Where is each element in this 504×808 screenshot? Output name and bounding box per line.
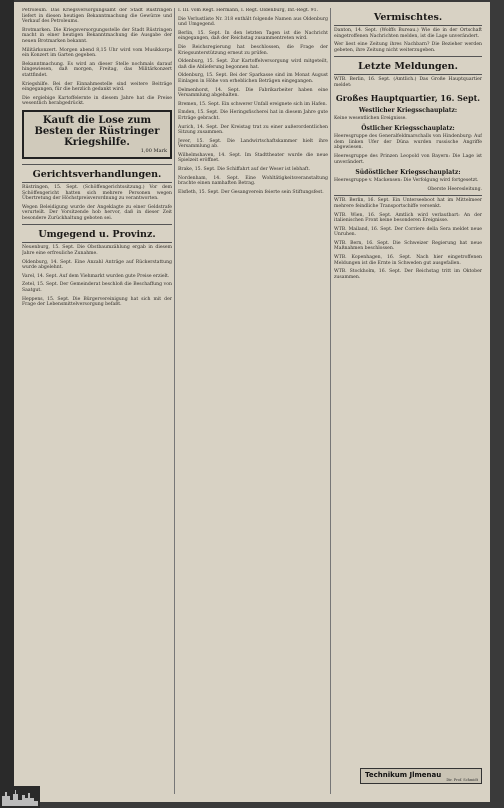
section-heading-misc: Vermischtes. — [373, 12, 443, 23]
section-divider — [334, 56, 482, 57]
column-rule — [330, 8, 331, 794]
article-paragraph: Petroleum. Das Kriegsversorgungsamt der Stadt Rüstringen liefert in diesen heutigen Bekanntmachung die Gewürze und Verkauf des Petroleums. — [22, 8, 172, 25]
column-rule — [174, 8, 175, 794]
article-paragraph: Heeresgruppe des Generalfeldmarschalls von Hindenburg: Auf dem linken Ufer der Düna wurden russische Angriffe abgewiesen. — [334, 134, 482, 151]
section-divider — [22, 182, 172, 183]
article-paragraph: Die Reichsregierung hat beschlossen, die Frage der Kriegsunterstützung erneut zu prüfen. — [178, 44, 328, 56]
article-paragraph: Neuenburg, 15. Sept. Die Obstbaumzählung ergab in diesem Jahre eine erfreuliche Zunahme. — [22, 245, 172, 257]
article-paragraph: Wilhelmshaven, 14. Sept. Im Stadttheater wurde die neue Spielzeit eröffnet. — [178, 152, 328, 164]
article-paragraph: Heeresgruppe des Prinzen Leopold von Bayern: Die Lage ist unverändert. — [334, 153, 482, 165]
city-skyline-icon — [0, 786, 40, 808]
section-heading-court: Gerichtsverhandlungen. — [32, 168, 162, 180]
article-paragraph: Heppens, 15. Sept. Die Bürgervereinigung hat sich mit der Frage der Lebensmittelversorgung befaßt. — [22, 296, 172, 308]
article-paragraph: Brake, 15. Sept. Die Schiffahrt auf der Weser ist lebhaft. — [178, 167, 310, 173]
section-divider — [22, 164, 172, 165]
section-divider — [334, 195, 482, 196]
subheading-southeast: Südöstlicher Kriegsschauplatz: — [355, 169, 461, 177]
subheading-west: Westlicher Kriegsschauplatz: — [358, 106, 458, 114]
article-paragraph: Bremen, 15. Sept. Ein schwerer Unfall ereignete sich im Hafen. — [178, 101, 328, 107]
article-paragraph: Kriegshilfe. Bei der Einnahmestelle sind weitere Beiträge eingegangen, für die herzlich gedankt wird. — [22, 81, 172, 93]
section-divider — [334, 74, 482, 75]
subheading-east: Östlicher Kriegsschauplatz: — [361, 125, 455, 133]
article-paragraph: WTB. Berlin, 16. Sept. Ein Unterseeboot hat im Mittelmeer mehrere feindliche Transportschiffe versenkt. — [334, 198, 482, 209]
article-paragraph: Jever, 15. Sept. Die Landwirtschaftskammer hielt ihre Versammlung ab. — [178, 138, 328, 150]
article-paragraph: Wer liest eine Zeitung ihres Nachbarn? Die Bezieher werden gebeten, ihre Zeitung nicht weiterzugeben. — [334, 42, 482, 53]
article-paragraph: Keine wesentlichen Ereignisse. — [334, 115, 407, 121]
article-paragraph: Danton, 14. Sept. (Wolffs Bureau.) Wie die in der Ortschaft eingetroffenen Nachrichten melden, ist die Lage unverändert. — [334, 28, 482, 39]
article-paragraph: Oldenburg, 14. Sept. Eine Anzahl Anträge auf Rückerstattung wurde abgelehnt. — [22, 259, 172, 271]
subheading-hq: Großes Hauptquartier, 16. Sept. — [335, 92, 481, 103]
article-paragraph: Wegen Beleidigung wurde der Angeklagte zu einer Geldstrafe verurteilt. Der Vorsitzende hob hervor, daß in dieser Zeit besondere Zurückhaltung geboten sei. — [22, 204, 172, 221]
technikum-advertisement — [360, 768, 482, 784]
article-paragraph: Berlin, 15. Sept. In den letzten Tagen ist die Nachricht eingegangen, daß der Reichstag zusammentreten wird. — [178, 30, 328, 42]
article-paragraph: Rüstringen, 15. Sept. (Schöffengerichtssitzung.) Vor dem Schöffengericht hatten sich mehrere Personen wegen Übertretung der Höchstpreisverordnung zu verantworten. — [22, 184, 172, 202]
article-paragraph: WTB. Bern, 16. Sept. Die Schweizer Regierung hat neue Maßnahmen beschlossen. — [334, 240, 482, 252]
article-paragraph: Brotmarken. Die Kriegsversorgungsstelle der Stadt Rüstringen macht in einer heutigen Bekanntmachung die Ausgabe der neuen Brotmarken bekannt. — [22, 27, 172, 44]
newspaper-page — [14, 2, 490, 802]
article-paragraph: Varel, 14. Sept. Auf dem Viehmarkt wurden gute Preise erzielt. — [22, 273, 170, 279]
section-divider — [334, 25, 482, 26]
section-heading-latest: Letzte Meldungen. — [358, 61, 458, 73]
article-signature: Oberste Heeresleitung. — [427, 186, 482, 192]
article-paragraph: Bekanntmachung. Es wird an dieser Stelle nochmals darauf hingewiesen, daß morgen, Freitag, das Militärkonzert stattfindet. — [22, 61, 172, 78]
advertisement-box — [22, 110, 172, 159]
column-middle — [178, 8, 328, 794]
article-paragraph: WTB. Kopenhagen, 16. Sept. Nach hier eingetroffenen Meldungen ist die Ernte in Schweden gut ausgefallen. — [334, 255, 482, 266]
article-paragraph: Aurich, 14. Sept. Der Kreistag trat zu einer außerordentlichen Sitzung zusammen. — [178, 124, 328, 136]
article-paragraph: Oldenburg, 15. Sept. Zur Kartoffelversorgung wird mitgeteilt, daß die Ablieferung begonnen hat. — [178, 59, 328, 70]
ad-price: 1,00 Mark — [140, 147, 167, 154]
article-paragraph: Militärkonzert. Morgen abend 8,15 Uhr wird vom Musikkorps ein Konzert im Garten gegeben. — [22, 47, 172, 59]
column-left — [22, 8, 172, 794]
section-heading-region: Umgegend u. Provinz. — [38, 229, 156, 241]
article-paragraph: Die ergiebige Kartoffelernte in diesem Jahre hat die Preise wesentlich herabgedrückt. — [22, 95, 172, 107]
section-divider — [22, 224, 172, 225]
ad-headline: Kauft die Lose zum Besten der Rüstringer Kriegshilfe. — [34, 114, 160, 148]
article-paragraph: Nordenham, 14. Sept. Eine Wohltätigkeitsveranstaltung brachte einen namhaften Betrag. — [178, 175, 328, 187]
article-paragraph: WTB. Stockholm, 16. Sept. Der Reichstag tritt im Oktober zusammen. — [334, 269, 482, 280]
ad-subline: Dir. Prof. Schmidt — [446, 778, 478, 782]
article-paragraph: WTB. Berlin, 16. Sept. (Amtlich.) Das Große Hauptquartier meldet: — [334, 77, 482, 88]
column-right — [334, 8, 482, 794]
ad-name: Technikum Jlmenau — [365, 771, 442, 779]
article-paragraph: Zetel, 15. Sept. Der Gemeinderat beschloß die Beschaffung von Saatgut. — [22, 282, 172, 294]
article-paragraph: WTB. Mailand, 16. Sept. Der Corriere della Sera meldet neue Unruhen. — [334, 226, 482, 238]
scan-margin — [0, 0, 14, 808]
article-paragraph: Elsfleth, 15. Sept. Der Gesangverein feierte sein Stiftungsfest. — [178, 189, 324, 195]
article-paragraph: WTB. Wien, 16. Sept. Amtlich wird verlautbart: An der italienischen Front keine besonderen Ereignisse. — [334, 212, 482, 224]
article-paragraph: Die Verlustliste Nr. 318 enthält folgende Namen aus Oldenburg und Umgegend. — [178, 16, 328, 28]
article-paragraph: I. III. vom Regt. Hermann, I. Regt. Oldenburg, Inf.-Regt. 91. — [178, 8, 318, 13]
article-paragraph: Delmenhorst, 14. Sept. Die Fabrikarbeiter haben eine Versammlung abgehalten. — [178, 87, 328, 99]
section-divider — [22, 242, 172, 243]
article-paragraph: Emden, 15. Sept. Die Heringsfischerei hat in diesem Jahre gute Erträge gebracht. — [178, 110, 328, 121]
article-paragraph: Oldenburg, 15. Sept. Bei der Sparkasse sind im Monat August Einlagen in Höhe von erheblichen Beträgen eingegangen. — [178, 73, 328, 84]
article-paragraph: Heeresgruppe v. Mackensen: Die Verfolgung wird fortgesetzt. — [334, 178, 479, 184]
